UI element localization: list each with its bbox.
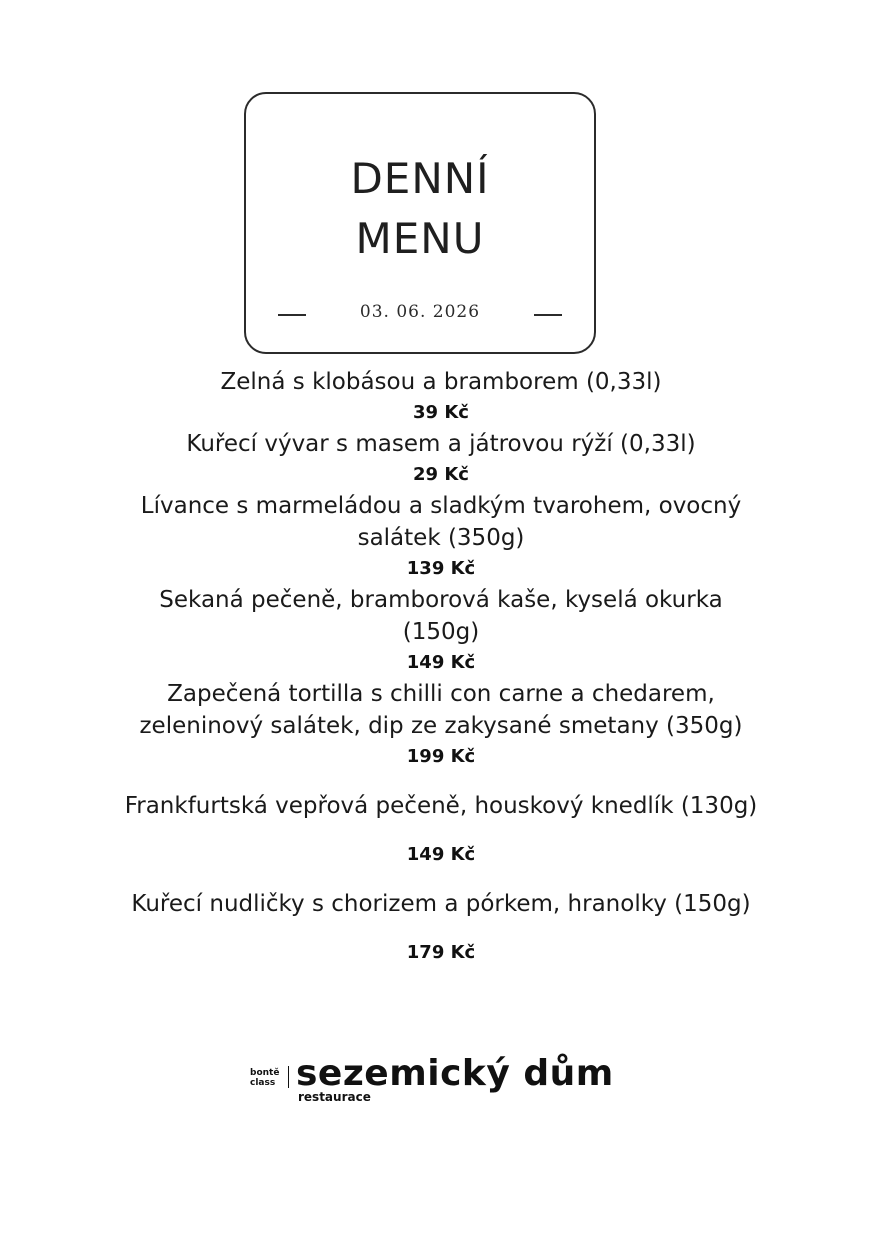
menu-title-line-1: DENNÍ: [350, 154, 490, 203]
menu-item: [0, 888, 882, 968]
logo-restaurant-subtitle: restaurace: [298, 1090, 371, 1104]
menu-item-price: 199 Kč: [406, 746, 476, 767]
menu-item-name: Kuřecí nudličky s chorizem a pórkem, hranolky (150g): [131, 891, 751, 917]
menu-item: [0, 584, 882, 678]
menu-date: 03. 06. 2026: [359, 302, 481, 322]
restaurant-logo: [250, 1053, 630, 1106]
decorative-dash-right: [534, 314, 562, 316]
menu-item-name: Kuřecí vývar s masem a játrovou rýží (0,33l): [186, 431, 696, 457]
menu-item-price: 139 Kč: [406, 558, 476, 579]
menu-item-name: Sekaná pečeně, bramborová kaše, kyselá okurka (150g): [159, 587, 723, 645]
menu-item-price: 149 Kč: [406, 652, 476, 673]
menu-item-price: 149 Kč: [406, 844, 476, 865]
menu-item: [0, 678, 882, 772]
logo-brand-line-2: class: [250, 1078, 276, 1088]
menu-title-line-2: MENU: [355, 214, 485, 263]
menu-item-price: 29 Kč: [413, 464, 469, 485]
menu-header-box: [244, 92, 596, 354]
menu-item: [0, 490, 882, 584]
menu-item-name: Lívance s marmeládou a sladkým tvarohem, ovocný salátek (350g): [140, 493, 742, 551]
menu-item-price: 39 Kč: [413, 402, 469, 423]
menu-list: [0, 366, 882, 968]
menu-item-name: Frankfurtská vepřová pečeně, houskový knedlík (130g): [124, 793, 758, 819]
menu-item: [0, 428, 882, 490]
logo-separator: [288, 1066, 289, 1088]
logo-brand-small: [250, 1068, 286, 1088]
menu-item: [0, 790, 882, 870]
logo-restaurant-name: sezemický dům: [296, 1053, 614, 1094]
menu-item-price: 179 Kč: [406, 942, 476, 963]
menu-item-name: Zelná s klobásou a bramborem (0,33l): [220, 369, 662, 395]
menu-item: [0, 366, 882, 428]
menu-item-name: Zapečená tortilla s chilli con carne a chedarem, zeleninový salátek, dip ze zakysané smetany (350g): [139, 681, 743, 739]
logo-brand-line-1: bontě: [250, 1068, 280, 1078]
